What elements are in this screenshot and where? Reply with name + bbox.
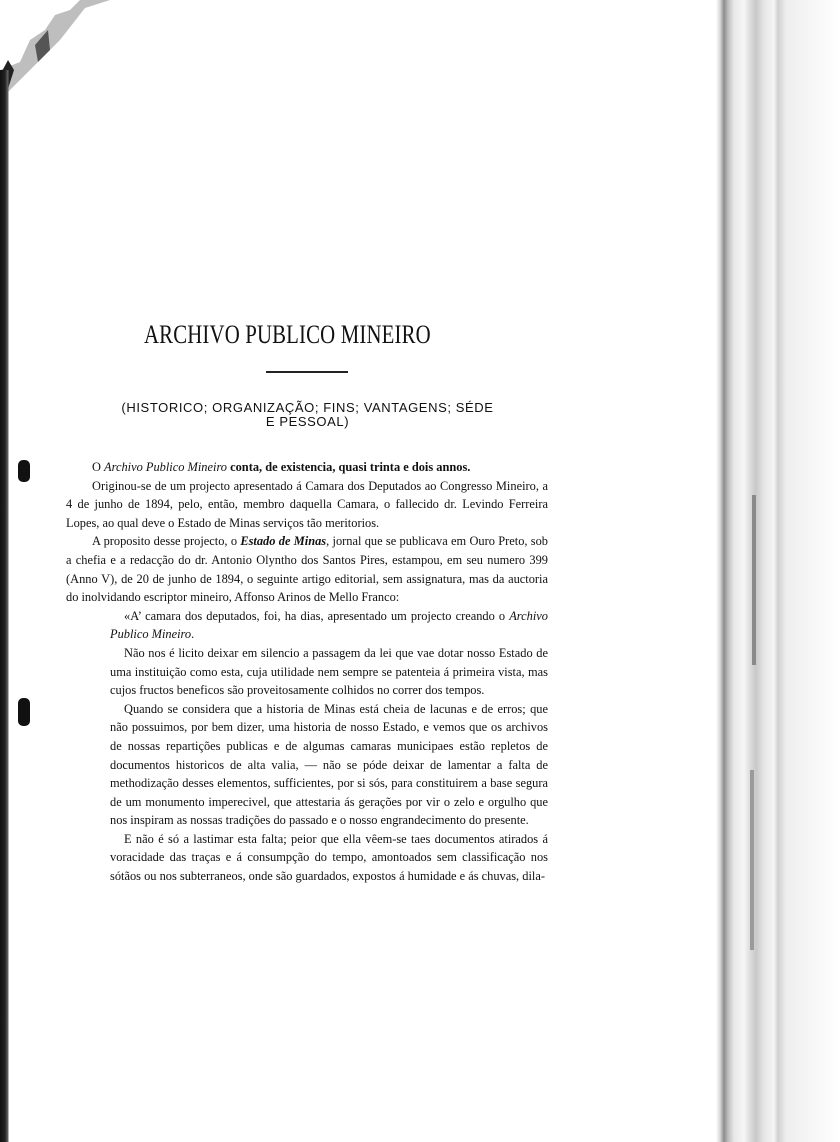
emphasis-text: Estado de Minas [240,534,327,549]
quote-paragraph [66,607,548,644]
emphasis-text: Archivo Publico Mineiro [110,608,548,642]
paragraph-text: A proposito desse projecto, o [92,534,241,549]
article-body [66,458,548,886]
quote-paragraph: E não é só a lastimar esta falta; peior que ella vêem-se taes documentos atirados á voracidade das traças e á consumpção do tempo, amontoados sem classificação nos sótãos ou nos subterraneos, onde são guardados, expostos á humidade e ás chuvas, dila- [110,831,548,884]
paragraph [66,532,548,606]
subtitle-line: (HISTORICO; ORGANIZAÇÃO; FINS; VANTAGENS; SÉDE [121,400,494,415]
ink-blot [18,698,30,726]
scan-right-edge [716,0,840,1142]
subtitle-line: E PESSOAL) [265,414,350,429]
paragraph-text: . [191,627,195,642]
paragraph-text: «A’ camara dos deputados, foi, ha dias, apresentado um projecto creando o [124,608,510,623]
title-rule [266,371,348,373]
page-title: ARCHIVO PUBLICO MINEIRO [144,320,431,349]
paragraph-text: O [92,460,105,474]
scan-left-edge [0,70,9,1142]
scan-line [750,770,754,950]
scan-corner-artifact [0,0,110,110]
quote-paragraph: Quando se considera que a historia de Minas está cheia de lacunas e de erros; que não possuimos, por bem dizer, uma historia de nosso Estado, e vemos que os archivos de nossas repartições publicas e de algumas camaras municipaes estão repletos de documentos historicos de alta valia, — não se póde deixar de lamentar a falta de methodização desses elementos, sufficientes, por si sós, para constituirem a base segura de um monumento imperecivel, que attestaria ás gerações por vir o zelo e orgulho que nos inspiram as nossas tradições do passado e o nosso engrandecimento do presente. [110,701,548,828]
emphasis-text: Archivo Publico Mineiro [104,460,228,474]
ink-blot [18,460,30,482]
scan-line [752,495,756,665]
paragraph-text: conta, de existencia, quasi trinta e dois annos. [227,460,471,474]
paragraph-text: , jornal que se publicava em Ouro Preto, sob a chefia e a redacção do dr. Antonio Olyntho dos Santos Pires, estampou, em seu numero 399 (Anno V), de 20 de junho de 1894, o seguinte artigo editorial, sem assignatura, mas da auctoria do inolvidando escriptor mineiro, Affonso Arinos de Mello Franco: [66,534,548,605]
paragraph [66,458,548,477]
subtitle [85,401,530,429]
paragraph: Originou-se de um projecto apresentado á Camara dos Deputados ao Congresso Mineiro, a 4 de junho de 1894, pelo, então, membro daquella Camara, o fallecido dr. Levindo Ferreira Lopes, ao qual deve o Estado de Minas serviços tão meritorios. [66,478,548,530]
quote-paragraph: Não nos é licito deixar em silencio a passagem da lei que vae dotar nosso Estado de uma instituição como esta, cuja utilidade nem sempre se patenteia á primeira vista, mas cujos fructos beneficos são proveitosamente colhidos no correr dos tempos. [110,645,548,698]
